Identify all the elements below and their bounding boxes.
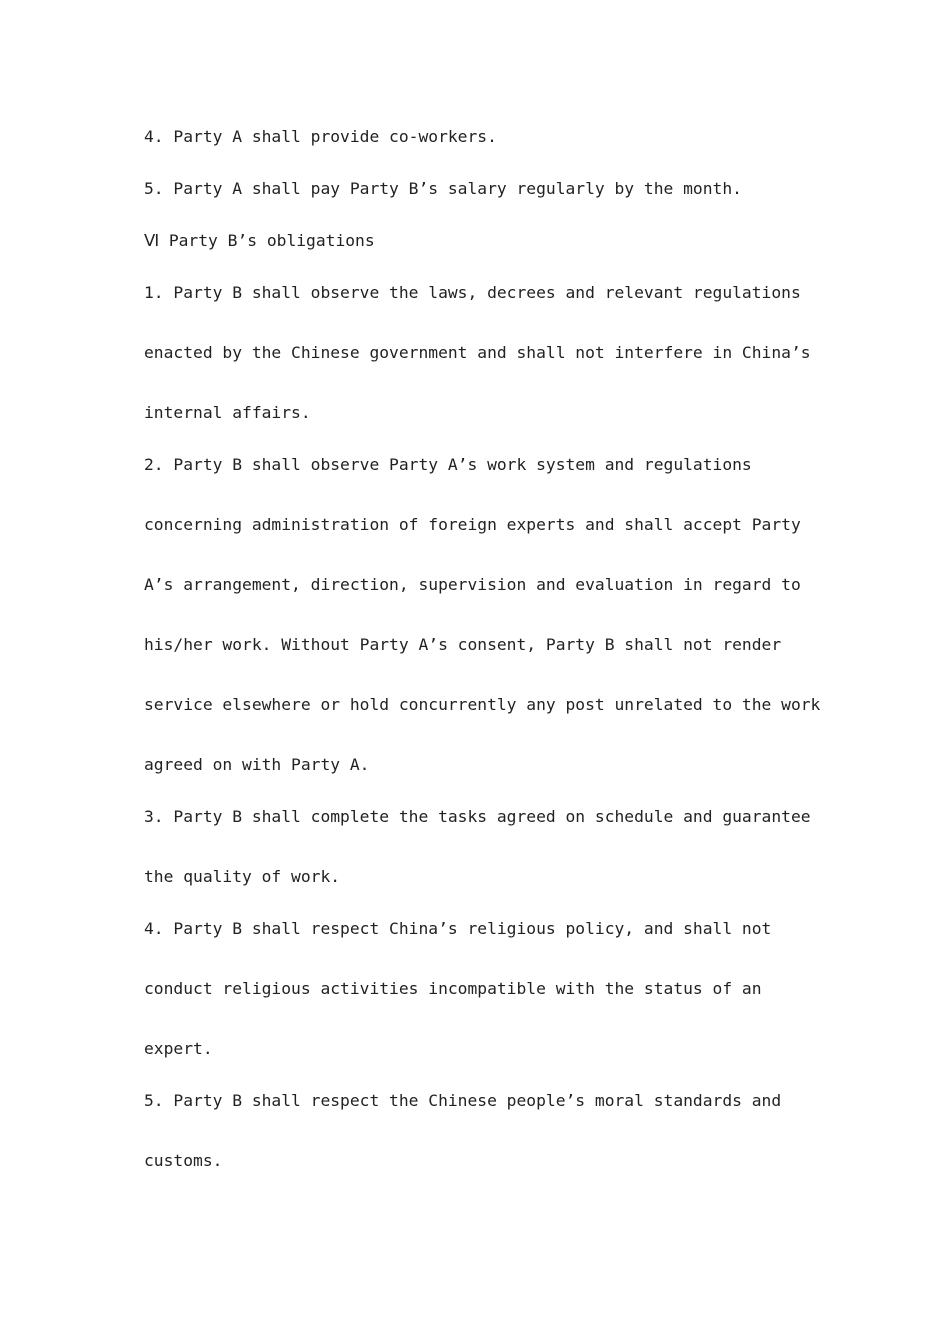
party-b-item-2-line-5: service elsewhere or hold concurrently any post unrelated to the work: [144, 695, 821, 714]
party-b-item-1-line-2: enacted by the Chinese government and shall not interfere in China’s: [144, 343, 811, 362]
party-b-item-2-line-3: A’s arrangement, direction, supervision and evaluation in regard to: [144, 575, 801, 594]
section-heading-party-b-obligations: Ⅵ Party B’s obligations: [144, 231, 375, 250]
party-a-item-4: 4. Party A shall provide co-workers.: [144, 127, 497, 146]
party-b-item-4-line-3: expert.: [144, 1039, 213, 1058]
party-b-item-2-line-6: agreed on with Party A.: [144, 755, 370, 774]
party-b-item-4-line-1: 4. Party B shall respect China’s religious policy, and shall not: [144, 919, 772, 938]
party-b-item-2-line-2: concerning administration of foreign experts and shall accept Party: [144, 515, 801, 534]
party-b-item-5-line-1: 5. Party B shall respect the Chinese people’s moral standards and: [144, 1091, 782, 1110]
party-b-item-1-line-3: internal affairs.: [144, 403, 311, 422]
party-a-item-5: 5. Party A shall pay Party B’s salary regularly by the month.: [144, 179, 742, 198]
party-b-item-3-line-1: 3. Party B shall complete the tasks agreed on schedule and guarantee: [144, 807, 811, 826]
party-b-item-4-line-2: conduct religious activities incompatible with the status of an: [144, 979, 762, 998]
party-b-item-1-line-1: 1. Party B shall observe the laws, decrees and relevant regulations: [144, 283, 801, 302]
party-b-item-2-line-4: his/her work. Without Party A’s consent, Party B shall not render: [144, 635, 782, 654]
party-b-item-3-line-2: the quality of work.: [144, 867, 341, 886]
party-b-item-5-line-2: customs.: [144, 1151, 223, 1170]
party-b-item-2-line-1: 2. Party B shall observe Party A’s work system and regulations: [144, 455, 752, 474]
